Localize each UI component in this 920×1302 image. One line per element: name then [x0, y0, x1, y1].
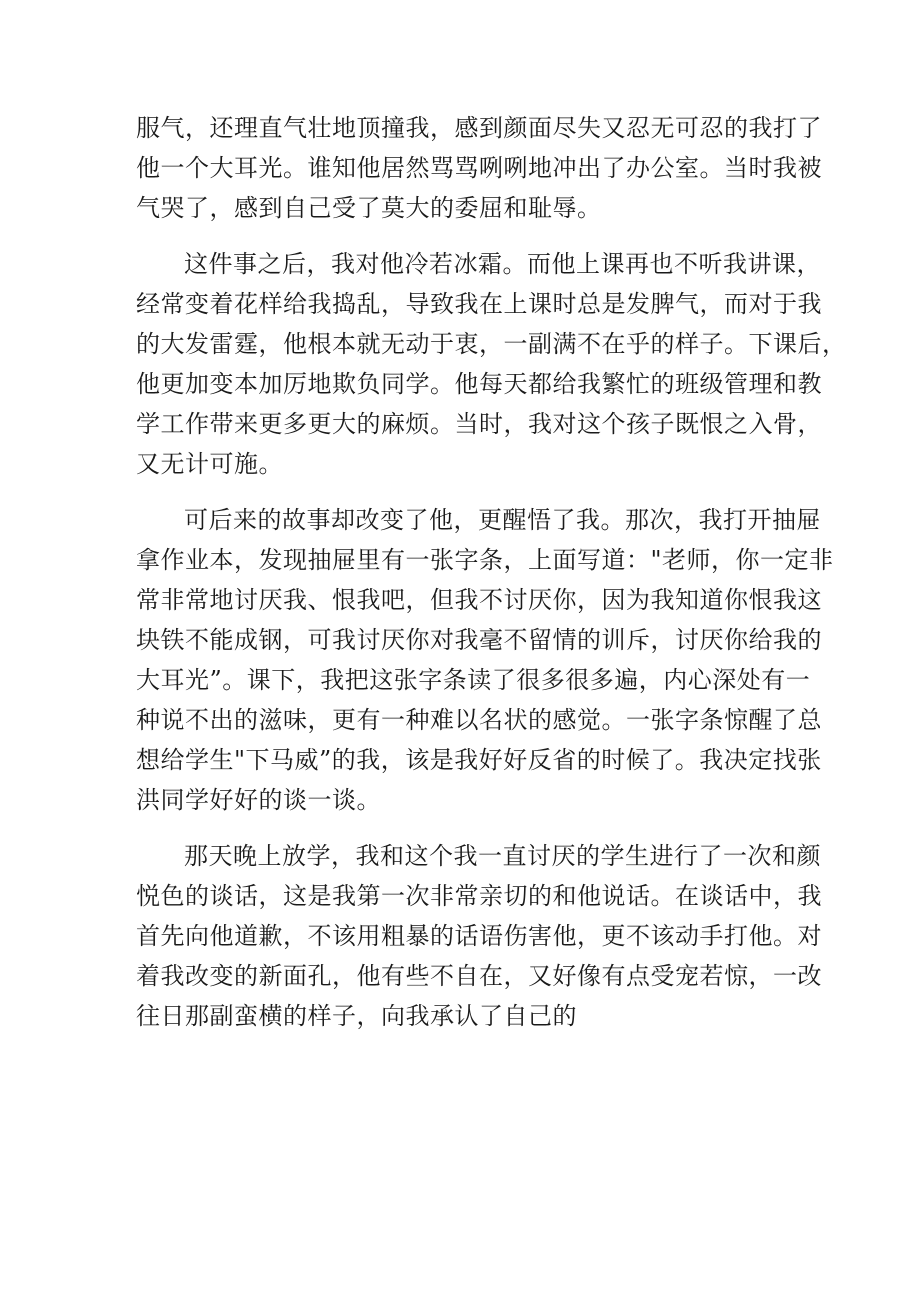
text-line: 这件事之后，我对他冷若冰霜。而他上课再也不听我讲课， — [184, 250, 821, 278]
paragraph-2 — [136, 244, 847, 484]
text-line: 想给学生"下马威”的我，该是我好好反省的时候了。我决定找张 — [136, 746, 822, 774]
text-line: 往日那副蛮横的样子，向我承认了自己的 — [136, 1002, 577, 1030]
paragraph-4 — [136, 836, 822, 1036]
text-line: 那天晚上放学，我和这个我一直讨厌的学生进行了一次和颜 — [184, 842, 821, 870]
text-line: 常非常地讨厌我、恨我吧，但我不讨厌你，因为我知道你恨我这 — [136, 586, 822, 614]
text-line: 块铁不能成钢，可我讨厌你对我毫不留情的训斥，讨厌你给我的 — [136, 626, 822, 654]
text-line: 经常变着花样给我捣乱，导致我在上课时总是发脾气，而对于我 — [136, 290, 822, 318]
paragraph-1 — [136, 108, 822, 228]
text-line: 他更加变本加厉地欺负同学。他每天都给我繁忙的班级管理和教 — [136, 370, 822, 398]
text-line: 服气，还理直气壮地顶撞我，感到颜面尽失又忍无可忍的我打了 — [136, 114, 822, 142]
text-line: 首先向他道歉，不该用粗暴的话语伤害他，更不该动手打他。对 — [136, 922, 822, 950]
text-line: 种说不出的滋味，更有一种难以名状的感觉。一张字条惊醒了总 — [136, 706, 822, 734]
text-line: 他一个大耳光。谁知他居然骂骂咧咧地冲出了办公室。当时我被 — [136, 154, 822, 182]
text-line: 的大发雷霆，他根本就无动于衷，一副满不在乎的样子。下课后， — [136, 330, 847, 358]
text-line: 洪同学好好的谈一谈。 — [136, 786, 381, 814]
text-line: 悦色的谈话，这是我第一次非常亲切的和他说话。在谈话中，我 — [136, 882, 822, 910]
text-line: 又无计可施。 — [136, 450, 283, 478]
text-line: 着我改变的新面孔，他有些不自在，又好像有点受宠若惊，一改 — [136, 962, 822, 990]
paragraph-3 — [136, 500, 834, 820]
text-line: 可后来的故事却改变了他，更醒悟了我。那次，我打开抽屉 — [184, 506, 821, 534]
text-line: 大耳光”。课下，我把这张字条读了很多很多遍，内心深处有一 — [136, 666, 811, 694]
body-text — [136, 108, 847, 1036]
text-line: 拿作业本，发现抽屉里有一张字条，上面写道："老师，你一定非 — [136, 546, 834, 574]
text-line: 学工作带来更多更大的麻烦。当时，我对这个孩子既恨之入骨， — [136, 410, 822, 438]
text-line: 气哭了，感到自己受了莫大的委屈和耻辱。 — [136, 194, 602, 222]
